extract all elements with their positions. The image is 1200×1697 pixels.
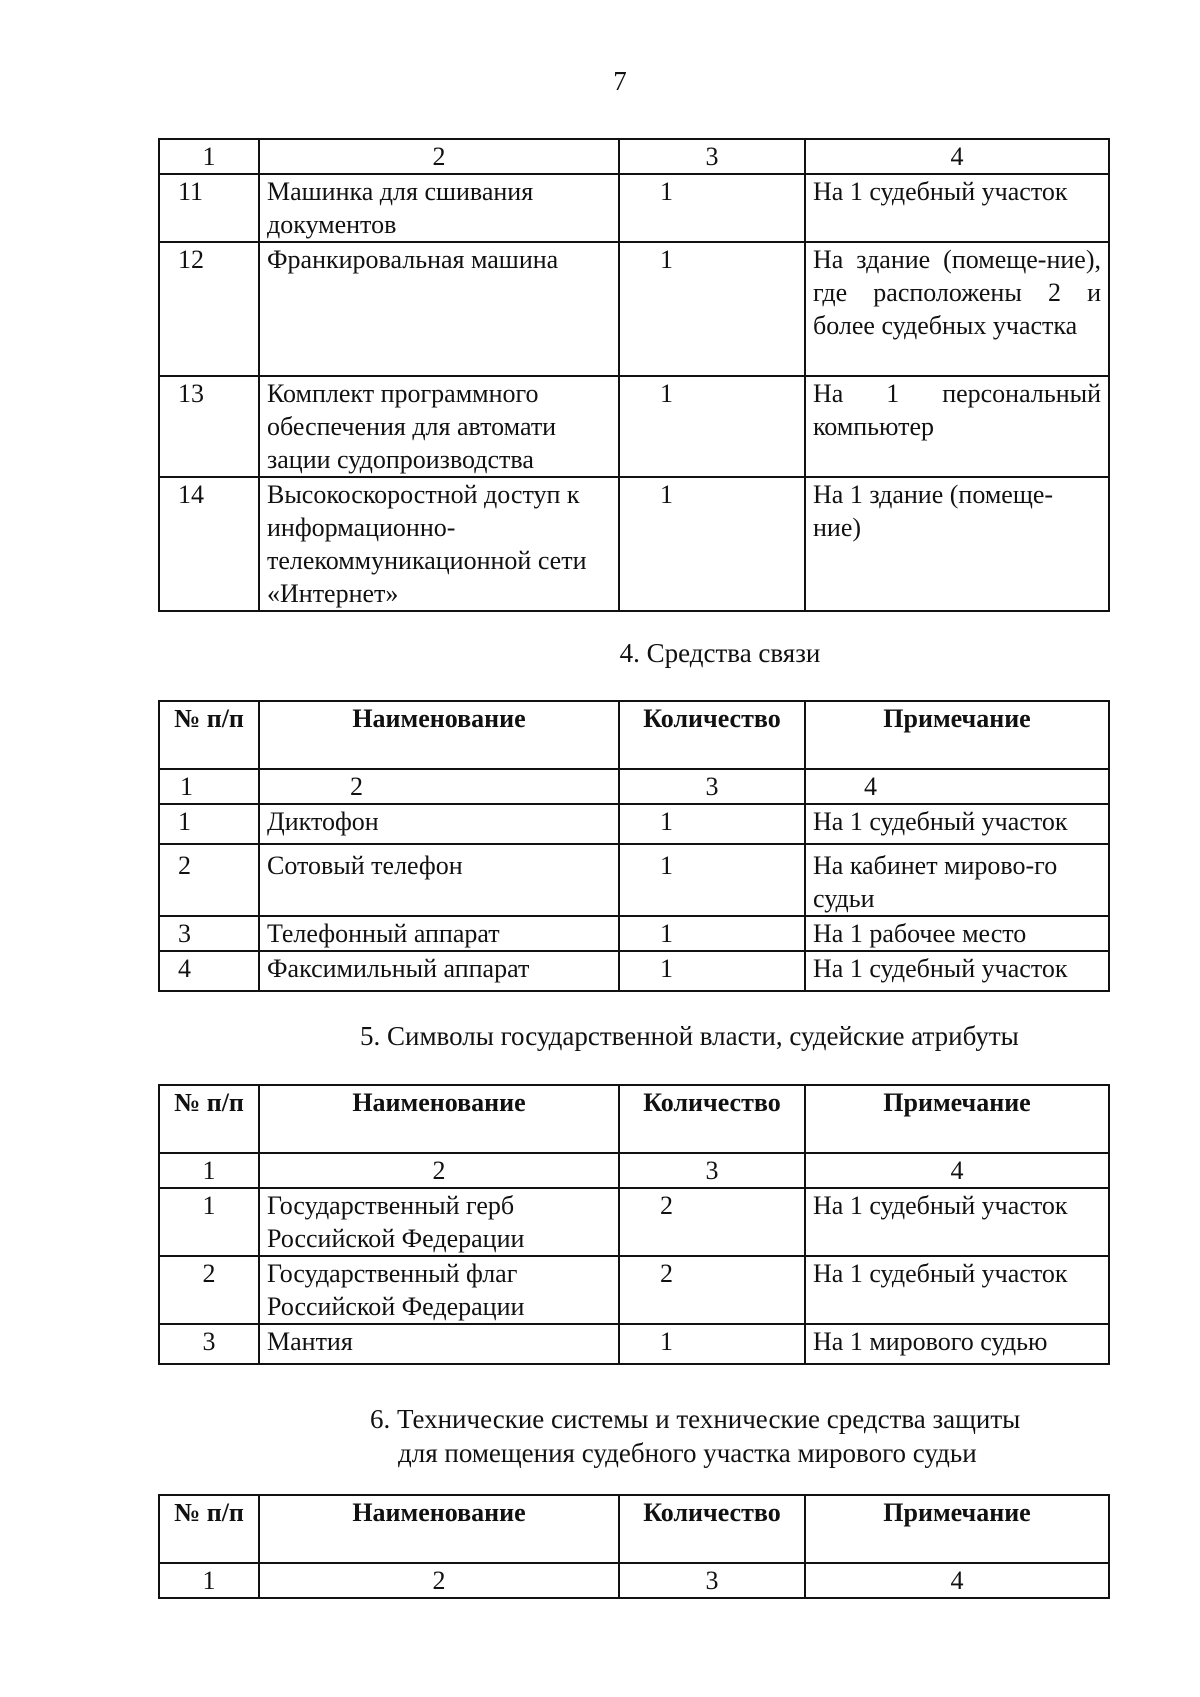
item-note: На 1 судебный участок	[805, 1256, 1109, 1324]
header-name: Наименование	[259, 1495, 619, 1563]
column-number-row	[159, 1563, 1109, 1598]
item-name: Комплект программного обеспечения для автомати зации судопроизводства	[259, 376, 619, 477]
item-name: Машинка для сшивания документов	[259, 174, 619, 242]
item-name: Факсимильный аппарат	[259, 951, 619, 991]
col-number: 2	[259, 139, 619, 174]
col-number: 3	[619, 1563, 805, 1598]
col-number: 2	[259, 1563, 619, 1598]
table-row	[159, 242, 1109, 376]
table-row	[159, 174, 1109, 242]
column-number-row	[159, 139, 1109, 174]
row-number: 3	[159, 1324, 259, 1364]
row-number: 2	[159, 844, 259, 916]
table-row	[159, 477, 1109, 611]
item-note: На 1 персональный компьютер	[805, 376, 1109, 477]
header-row	[159, 701, 1109, 769]
item-quantity: 1	[619, 951, 805, 991]
table-row	[159, 951, 1109, 991]
state-symbols-table	[158, 1084, 1110, 1365]
item-note: На 1 судебный участок	[805, 1188, 1109, 1256]
col-number: 3	[619, 1153, 805, 1188]
equipment-table-continued	[158, 138, 1110, 612]
row-number: 3	[159, 916, 259, 951]
page-number: 7	[613, 66, 627, 96]
item-note: На 1 мирового судью	[805, 1324, 1109, 1364]
col-number: 4	[805, 1153, 1109, 1188]
table-row	[159, 376, 1109, 477]
item-note: На 1 здание (помеще-ние)	[805, 477, 1109, 611]
table-row	[159, 1324, 1109, 1364]
table-row	[159, 804, 1109, 844]
header-row	[159, 1495, 1109, 1563]
row-number: 1	[159, 804, 259, 844]
security-systems-table	[158, 1494, 1110, 1599]
item-note: На 1 рабочее место	[805, 916, 1109, 951]
item-quantity: 2	[619, 1256, 805, 1324]
row-number: 13	[159, 376, 259, 477]
col-number: 3	[619, 139, 805, 174]
row-number: 11	[159, 174, 259, 242]
item-name: Франкировальная машина	[259, 242, 619, 376]
item-quantity: 1	[619, 376, 805, 477]
table-row	[159, 916, 1109, 951]
header-number: № п/п	[159, 701, 259, 769]
header-quantity: Количество	[619, 1495, 805, 1563]
col-number: 3	[619, 769, 805, 804]
item-quantity: 1	[619, 844, 805, 916]
item-note: На 1 судебный участок	[805, 174, 1109, 242]
header-name: Наименование	[259, 701, 619, 769]
column-number-row	[159, 769, 1109, 804]
row-number: 12	[159, 242, 259, 376]
item-quantity: 1	[619, 1324, 805, 1364]
header-quantity: Количество	[619, 701, 805, 769]
row-number: 4	[159, 951, 259, 991]
item-note: На 1 судебный участок	[805, 804, 1109, 844]
communications-table	[158, 700, 1110, 992]
table-row	[159, 844, 1109, 916]
item-name: Государственный флаг Российской Федерации	[259, 1256, 619, 1324]
row-number: 2	[159, 1256, 259, 1324]
item-name: Диктофон	[259, 804, 619, 844]
col-number: 2	[259, 769, 619, 804]
header-number: № п/п	[159, 1085, 259, 1153]
header-number: № п/п	[159, 1495, 259, 1563]
row-number: 14	[159, 477, 259, 611]
col-number: 1	[159, 1563, 259, 1598]
item-quantity: 1	[619, 242, 805, 376]
section-title: 5. Символы государственной власти, судейские атрибуты	[360, 1021, 1019, 1051]
table-row	[159, 1256, 1109, 1324]
header-name: Наименование	[259, 1085, 619, 1153]
col-number: 1	[159, 769, 259, 804]
item-note: На 1 судебный участок	[805, 951, 1109, 991]
col-number: 4	[805, 769, 1109, 804]
item-note: На здание (помеще-ние), где расположены 2 и более судебных участка	[805, 242, 1109, 376]
item-quantity: 1	[619, 477, 805, 611]
item-name: Мантия	[259, 1324, 619, 1364]
item-quantity: 1	[619, 174, 805, 242]
item-name: Государственный герб Российской Федерации	[259, 1188, 619, 1256]
section-title: 4. Средства связи	[619, 638, 821, 668]
header-note: Примечание	[805, 1495, 1109, 1563]
item-name: Телефонный аппарат	[259, 916, 619, 951]
item-quantity: 1	[619, 916, 805, 951]
header-note: Примечание	[805, 1085, 1109, 1153]
header-quantity: Количество	[619, 1085, 805, 1153]
item-quantity: 2	[619, 1188, 805, 1256]
row-number: 1	[159, 1188, 259, 1256]
col-number: 1	[159, 1153, 259, 1188]
col-number: 4	[805, 139, 1109, 174]
header-row	[159, 1085, 1109, 1153]
col-number: 4	[805, 1563, 1109, 1598]
item-note: На кабинет мирово-го судьи	[805, 844, 1109, 916]
column-number-row	[159, 1153, 1109, 1188]
col-number: 1	[159, 139, 259, 174]
section-title-line2: для помещения судебного участка мирового судьи	[398, 1438, 977, 1468]
section-title-line1: 6. Технические системы и технические средства защиты	[370, 1404, 1021, 1434]
header-note: Примечание	[805, 701, 1109, 769]
item-name: Высокоскоростной доступ к информационно-телекоммуникационной сети «Интернет»	[259, 477, 619, 611]
col-number: 2	[259, 1153, 619, 1188]
item-name: Сотовый телефон	[259, 844, 619, 916]
item-quantity: 1	[619, 804, 805, 844]
table-row	[159, 1188, 1109, 1256]
